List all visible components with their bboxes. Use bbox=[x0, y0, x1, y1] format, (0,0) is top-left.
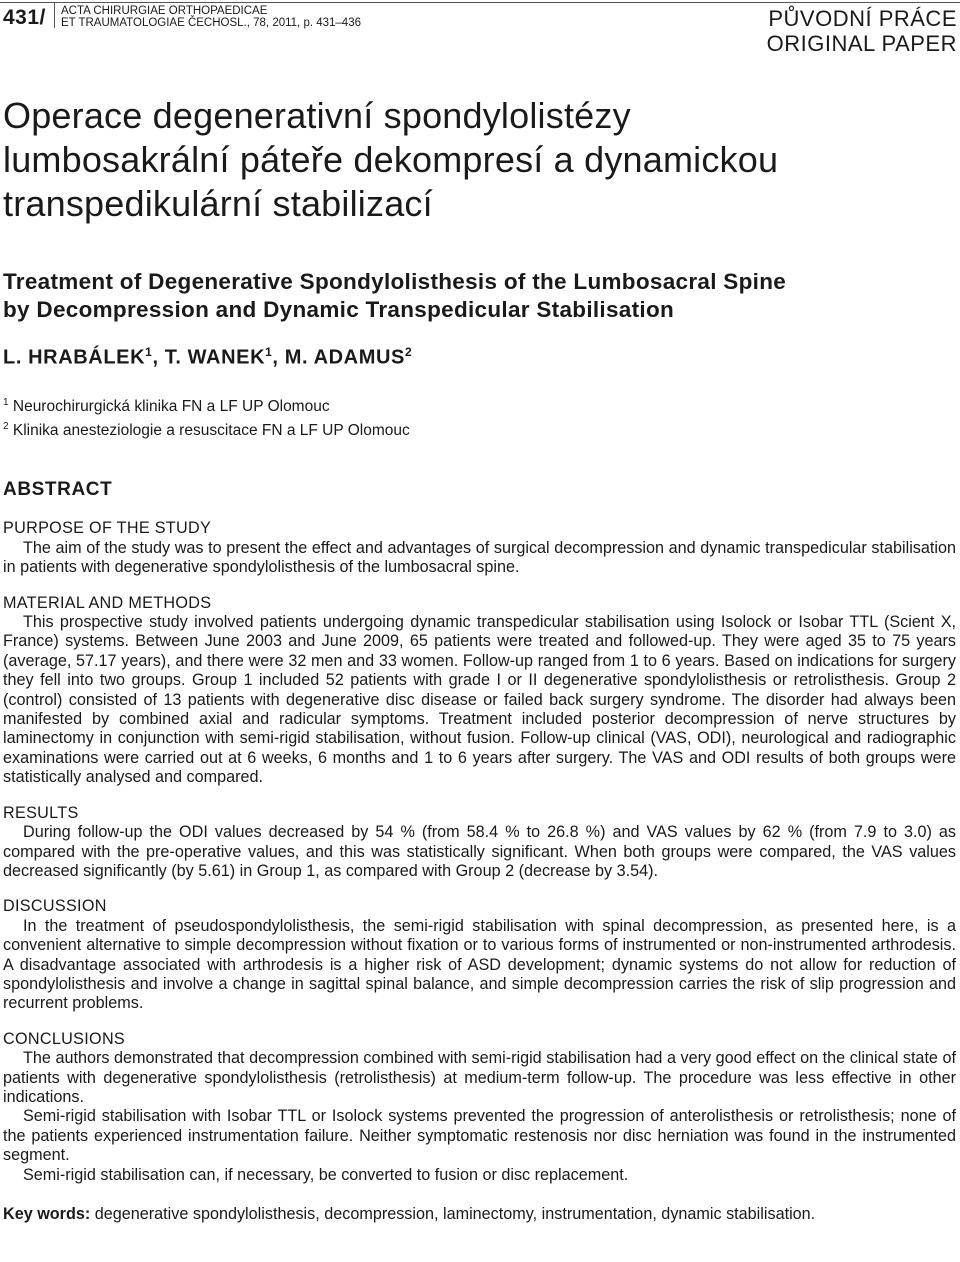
section-conclusions bbox=[3, 1030, 956, 1185]
author-affiliation-mark: 1 bbox=[145, 345, 153, 359]
author-affiliation-mark: 2 bbox=[404, 345, 413, 359]
title-czech-line: Operace degenerativní spondylolistézy bbox=[3, 95, 631, 136]
paper-type-cz: PŮVODNÍ PRÁCE bbox=[768, 6, 957, 31]
section-paragraph: The aim of the study was to present the effect and advantages of surgical decompression and dynamic transpedicular stabilisation in patients with degenerative spondylolisthesis of the lumbosacral spine. bbox=[3, 538, 956, 577]
journal-name: ACTA CHIRURGIAE ORTHOPAEDICAE bbox=[61, 5, 268, 17]
author-list: L. HRABÁLEK$^1$, T. WANEK$^1$, M. ADAMUS$^2$ bbox=[3, 345, 413, 369]
affiliation-text: Klinika anesteziologie a resuscitace FN a LF UP Olomouc bbox=[12, 422, 410, 440]
affiliation-number: 1 bbox=[3, 397, 9, 408]
section-paragraph: This prospective study involved patients undergoing dynamic transpedicular stabilisation using Isolock or Isobar TTL (Scient X, France) systems. Between June 2003 and June 2009, 65 patients were treated and followed-up. They were aged 35 to 75 years (average, 57.17 years), and there were 32 men and 33 women. Follow-up ranged from 1 to 6 years. Based on indications for surgery they fell into two groups. Group 1 included 52 patients with grade I or II degenerative spondylolisthesis or retrolisthesis. Group 2 (control) consisted of 13 patients with degenerative disc disease or failed back surgery syndrome. The disorder had always been manifested by combined axial and radicular symptoms. Treatment included posterior decompression of nerve structures by laminectomy in conjunction with semi-rigid stabilisation, without fusion. Follow-up clinical (VAS, ODI), neurological and radiographic examinations were carried out at 6 weeks, 6 months and 1 to 6 years after surgery. The VAS and ODI results of both groups were statistically analysed and compared. bbox=[3, 613, 956, 787]
abstract bbox=[3, 480, 956, 1224]
affiliation bbox=[3, 417, 410, 441]
keywords bbox=[3, 1205, 956, 1224]
section-heading: RESULTS bbox=[3, 803, 79, 822]
affiliation-text: Neurochirurgická klinika FN a LF UP Olomouc bbox=[12, 398, 330, 416]
title-english bbox=[3, 268, 953, 324]
section-heading: MATERIAL AND METHODS bbox=[3, 593, 212, 612]
journal-volume: ET TRAUMATOLOGIAE ČECHOSL., 78, 2011, p. 431–436 bbox=[61, 17, 361, 29]
section-paragraph: During follow-up the ODI values decreased by 54 % (from 58.4 % to 26.8 %) and VAS values by 62 % (from 7.9 to 3.0) as compared with the pre-operative values, and this was statistically significant. When both groups were compared, the VAS values decreased significantly (by 5.61) in Group 1, as compared with Group 2 (decrease by 3.54). bbox=[3, 823, 956, 880]
page-number: 431/ bbox=[3, 6, 46, 29]
keywords-text: degenerative spondylolisthesis, decompression, laminectomy, instrumentation, dynamic stabilisation. bbox=[94, 1205, 816, 1223]
section-heading: DISCUSSION bbox=[3, 897, 107, 916]
author-affiliation-mark: 1 bbox=[265, 345, 273, 359]
title-czech-line: transpedikulární stabilizací bbox=[3, 183, 433, 224]
section-heading: PURPOSE OF THE STUDY bbox=[3, 519, 212, 538]
header-rule bbox=[0, 2, 960, 3]
section-paragraph: Semi-rigid stabilisation with Isobar TTL or Isolock systems prevented the progression of anterolisthesis or retrolisthesis; none of the patients experienced instrumentation failure. Neither symptomatic restenosis nor disc herniation was found in the instrumented segment. bbox=[3, 1107, 956, 1165]
title-czech-line: lumbosakrální páteře dekompresí a dynamickou bbox=[3, 139, 779, 180]
abstract-heading: ABSTRACT bbox=[3, 479, 113, 500]
title-english-line: Treatment of Degenerative Spondylolisthesis of the Lumbosacral Spine bbox=[3, 269, 787, 294]
affiliation bbox=[3, 393, 410, 417]
journal-citation bbox=[61, 5, 361, 29]
paper-type bbox=[767, 6, 957, 56]
author-name: L. HRABÁLEK bbox=[3, 346, 146, 369]
author-name: M. ADAMUS bbox=[284, 346, 405, 369]
page-header bbox=[0, 0, 960, 60]
section-paragraph: In the treatment of pseudospondylolisthesis, the semi-rigid stabilisation with spinal decompression, as presented here, is a convenient alternative to simple decompression without fixation or to various forms of instrumented or non-instrumented arthrodesis. A disadvantage associated with arthrodesis is a higher risk of ASD development; dynamic systems do not allow for reduction of spondylolisthesis and involve a change in sagittal spinal balance, and simple decompression carries the risk of slip progression and recurrent problems. bbox=[3, 916, 956, 1013]
title-english-line: by Decompression and Dynamic Transpedicular Stabilisation bbox=[3, 297, 675, 322]
affiliations bbox=[3, 393, 410, 441]
section-paragraph: The authors demonstrated that decompression combined with semi-rigid stabilisation had a very good effect on the clinical state of patients with degenerative spondylolisthesis (retrolisthesis) at medium-term follow-up. The procedure was less effective in other indications. bbox=[3, 1049, 956, 1106]
title-czech bbox=[3, 94, 953, 226]
section-paragraph: Semi-rigid stabilisation can, if necessary, be converted to fusion or disc replacement. bbox=[23, 1165, 629, 1184]
section-discussion bbox=[3, 897, 956, 1013]
keywords-label: Key words: bbox=[3, 1205, 91, 1223]
header-divider bbox=[54, 2, 55, 28]
section-methods bbox=[3, 594, 956, 788]
section-results bbox=[3, 804, 956, 882]
affiliation-number: 2 bbox=[3, 421, 9, 433]
section-purpose bbox=[3, 519, 956, 577]
author-name: T. WANEK bbox=[164, 346, 266, 369]
paper-type-en: ORIGINAL PAPER bbox=[766, 31, 957, 56]
section-heading: CONCLUSIONS bbox=[3, 1029, 126, 1048]
